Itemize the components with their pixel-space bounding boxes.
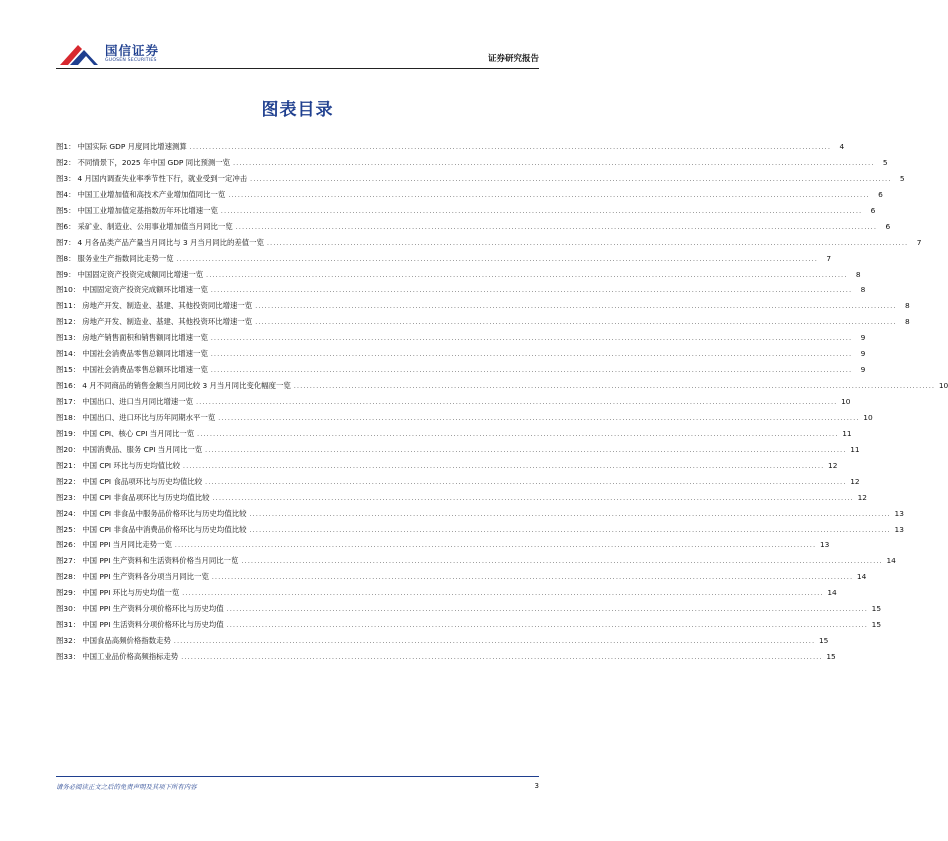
toc-entry[interactable] xyxy=(56,428,852,444)
toc-entry-page: 7 xyxy=(826,253,832,263)
figure-toc-list xyxy=(56,141,948,667)
toc-entry-page: 4 xyxy=(839,142,845,151)
toc-entry-page: 11 xyxy=(850,444,860,454)
toc-entry-number: 图16： xyxy=(56,381,81,391)
toc-entry-title: 房地产开发、制造业、基建、其他投资环比增速一览 xyxy=(82,317,253,327)
toc-entry-number: 图29： xyxy=(56,588,81,598)
toc-dot-leader: ........................................................................................................................................................................................................ xyxy=(235,223,878,231)
toc-entry-page: 14 xyxy=(827,588,837,598)
toc-entry-number: 图24： xyxy=(56,508,81,518)
toc-entry-number: 图31： xyxy=(56,620,81,630)
toc-entry-number: 图2： xyxy=(56,157,76,167)
toc-entry[interactable] xyxy=(56,316,910,332)
toc-entry-title: 中国工业增加值定基指数历年环比增速一览 xyxy=(77,205,218,215)
toc-entry-page: 15 xyxy=(826,652,836,661)
toc-entry[interactable] xyxy=(56,460,838,476)
page-title: 图表目录 xyxy=(261,100,334,120)
toc-entry-number: 图18： xyxy=(56,412,81,422)
toc-entry-page: 6 xyxy=(885,221,891,231)
toc-dot-leader: ........................................................................................................................................................................................................ xyxy=(205,446,847,454)
toc-entry[interactable] xyxy=(56,476,860,492)
toc-entry-page: 10 xyxy=(863,412,873,422)
logo-english-name: GUOSEN SECURITIES xyxy=(105,58,157,63)
toc-entry-page: 8 xyxy=(904,301,910,311)
toc-entry-title: 中国 PPI 生产资料各分项当月同比一览 xyxy=(82,572,209,582)
toc-entry[interactable] xyxy=(56,332,866,348)
toc-entry-page: 15 xyxy=(871,620,882,630)
toc-entry[interactable] xyxy=(56,173,905,189)
toc-entry[interactable] xyxy=(56,412,873,428)
toc-entry-page: 15 xyxy=(871,604,882,614)
toc-entry[interactable] xyxy=(56,555,896,571)
toc-entry-page: 8 xyxy=(860,285,866,295)
toc-entry-title: 中国出口、进口环比与历年同期水平一览 xyxy=(82,412,216,422)
toc-dot-leader: ........................................................................................................................................................................................................ xyxy=(176,255,819,263)
toc-entry-title: 中国工业增加值和高技术产业增加值同比一览 xyxy=(77,189,226,199)
toc-entry-page: 9 xyxy=(860,333,866,343)
toc-entry[interactable] xyxy=(56,253,832,269)
logo-chinese-name: 国信证券 xyxy=(105,43,160,58)
report-type-label: 证券研究报告 xyxy=(487,54,539,64)
toc-entry-title: 4 月国内调查失业率季节性下行，就业受到一定冲击 xyxy=(77,173,248,183)
toc-dot-leader: ........................................................................................................................................................................................................ xyxy=(249,510,891,518)
toc-dot-leader: ........................................................................................................................................................................................................ xyxy=(293,383,936,391)
header-divider xyxy=(56,68,539,69)
toc-entry-number: 图28： xyxy=(56,572,81,582)
toc-entry-title: 房地产开发、制造业、基建、其他投资同比增速一览 xyxy=(82,301,253,311)
toc-entry-title: 中国 PPI 环比与历史均值一览 xyxy=(82,588,180,598)
toc-entry-page: 13 xyxy=(894,524,904,534)
toc-dot-leader: ........................................................................................................................................................................................................ xyxy=(210,351,853,359)
toc-entry-page: 15 xyxy=(818,636,829,646)
toc-dot-leader: ........................................................................................................................................................................................................ xyxy=(189,144,832,151)
toc-entry-title: 中国消费品、服务 CPI 当月同比一览 xyxy=(82,444,203,454)
toc-entry-page: 5 xyxy=(899,173,905,183)
toc-entry-page: 12 xyxy=(850,476,860,486)
toc-entry-page: 5 xyxy=(882,157,888,167)
toc-entry-number: 图9： xyxy=(56,269,76,279)
toc-entry[interactable] xyxy=(56,300,910,316)
toc-entry-title: 4 月不同商品的销售金额当月同比较 3 月当月同比变化幅度一览 xyxy=(82,381,291,391)
toc-entry[interactable] xyxy=(56,587,837,603)
toc-entry-page: 12 xyxy=(828,460,838,470)
toc-entry-number: 图13： xyxy=(56,333,81,343)
toc-entry-title: 服务业生产指数同比走势一览 xyxy=(77,253,174,263)
toc-entry[interactable] xyxy=(56,221,891,237)
toc-entry-title: 采矿业、制造业、公用事业增加值当月同比一览 xyxy=(77,221,233,231)
toc-entry-page: 9 xyxy=(860,365,866,375)
toc-dot-leader: ........................................................................................................................................................................................................ xyxy=(210,335,853,343)
toc-entry-number: 图7： xyxy=(56,237,76,247)
toc-entry-title: 中国实际 GDP 月度同比增速测算 xyxy=(77,142,187,151)
toc-entry-title: 中国食品高频价格指数走势 xyxy=(82,636,171,646)
toc-entry-number: 图12： xyxy=(56,317,81,327)
toc-entry-page: 12 xyxy=(857,492,867,502)
toc-entry[interactable] xyxy=(56,237,922,253)
toc-entry[interactable] xyxy=(56,380,948,396)
toc-entry-number: 图32： xyxy=(56,636,81,646)
toc-entry-page: 9 xyxy=(860,349,866,359)
toc-dot-leader: ........................................................................................................................................................................................................ xyxy=(233,159,875,167)
toc-entry-number: 图11： xyxy=(56,301,81,311)
toc-entry-title: 中国 PPI 当月同比走势一览 xyxy=(82,540,172,550)
toc-entry-number: 图21： xyxy=(56,460,81,470)
toc-dot-leader: ........................................................................................................................................................................................................ xyxy=(206,271,848,279)
toc-entry-title: 中国固定资产投资完成额同比增速一览 xyxy=(77,269,204,279)
toc-entry-number: 图1： xyxy=(56,142,76,151)
toc-entry[interactable] xyxy=(56,141,845,157)
toc-entry-title: 中国 CPI 非食品项环比与历史均值比较 xyxy=(82,492,210,502)
guosen-logo xyxy=(56,40,216,70)
toc-dot-leader: ........................................................................................................................................................................................................ xyxy=(266,239,909,247)
toc-dot-leader: ........................................................................................................................................................................................................ xyxy=(226,606,869,614)
toc-entry-page: 8 xyxy=(855,269,861,279)
toc-entry[interactable] xyxy=(56,571,867,587)
toc-dot-leader: ........................................................................................................................................................................................................ xyxy=(220,207,863,215)
toc-entry[interactable] xyxy=(56,492,867,508)
toc-entry-number: 图10： xyxy=(56,285,81,295)
page-header xyxy=(56,40,539,70)
toc-dot-leader: ........................................................................................................................................................................................................ xyxy=(174,542,817,550)
toc-entry-title: 中国社会消费品零售总额环比增速一览 xyxy=(82,365,208,375)
toc-entry-number: 图4： xyxy=(56,189,76,199)
toc-dot-leader: ........................................................................................................................................................................................................ xyxy=(211,574,854,582)
toc-entry-number: 图8： xyxy=(56,253,76,263)
toc-entry[interactable] xyxy=(56,157,888,173)
toc-entry-number: 图23： xyxy=(56,492,81,502)
toc-entry[interactable] xyxy=(56,603,882,619)
toc-entry[interactable] xyxy=(56,524,904,540)
toc-entry-number: 图17： xyxy=(56,397,81,406)
toc-entry-title: 中国 CPI 非食品中消费品价格环比与历史均值比较 xyxy=(82,524,247,534)
toc-dot-leader: ........................................................................................................................................................................................................ xyxy=(228,191,870,199)
toc-entry-number: 图22： xyxy=(56,476,81,486)
toc-entry-title: 4 月各品类产品产量当月同比与 3 月当月同比的差值一览 xyxy=(77,237,264,247)
toc-entry[interactable] xyxy=(56,364,866,380)
toc-dot-leader: ........................................................................................................................................................................................................ xyxy=(210,287,853,295)
toc-entry-page: 14 xyxy=(886,556,896,566)
toc-entry[interactable] xyxy=(56,396,851,412)
toc-entry-page: 13 xyxy=(819,540,830,550)
toc-entry-number: 图20： xyxy=(56,444,81,454)
toc-dot-leader: ........................................................................................................................................................................................................ xyxy=(255,303,897,311)
toc-dot-leader: ........................................................................................................................................................................................................ xyxy=(210,367,853,375)
toc-entry-title: 中国 CPI 环比与历史均值比较 xyxy=(82,460,180,470)
toc-entry-number: 图25： xyxy=(56,524,81,534)
toc-dot-leader: ........................................................................................................................................................................................................ xyxy=(181,654,823,661)
toc-entry-number: 图15： xyxy=(56,365,81,375)
toc-entry[interactable] xyxy=(56,508,904,524)
toc-entry-title: 中国固定资产投资完成额环比增速一览 xyxy=(82,285,208,295)
page-number: 3 xyxy=(534,782,539,790)
toc-entry[interactable] xyxy=(56,205,876,221)
toc-dot-leader: ........................................................................................................................................................................................................ xyxy=(226,622,869,630)
toc-entry-title: 房地产销售面积和销售额同比增速一览 xyxy=(82,333,208,343)
toc-dot-leader: ........................................................................................................................................................................................................ xyxy=(212,494,854,502)
toc-entry-page: 6 xyxy=(870,205,876,215)
toc-entry-page: 11 xyxy=(842,428,852,438)
toc-entry-number: 图30： xyxy=(56,604,81,614)
toc-entry-number: 图33： xyxy=(56,652,81,661)
toc-entry[interactable] xyxy=(56,348,866,364)
toc-entry-title: 中国 PPI 生产资料分项价格环比与历史均值 xyxy=(82,604,224,614)
toc-dot-leader: ........................................................................................................................................................................................................ xyxy=(255,319,897,327)
guosen-logo-icon xyxy=(56,41,100,69)
toc-dot-leader: ........................................................................................................................................................................................................ xyxy=(196,399,838,406)
toc-entry-page: 10 xyxy=(841,397,851,406)
toc-entry-number: 图14： xyxy=(56,349,81,359)
toc-entry-title: 中国社会消费品零售总额同比增速一览 xyxy=(82,349,208,359)
toc-dot-leader: ........................................................................................................................................................................................................ xyxy=(250,175,892,183)
toc-entry-title: 中国 CPI、核心 CPI 当月同比一览 xyxy=(82,428,195,438)
toc-entry-title: 不同情景下，2025 年中国 GDP 同比预测一览 xyxy=(77,157,231,167)
toc-entry[interactable] xyxy=(56,189,883,205)
footer-divider xyxy=(56,776,539,777)
toc-entry-page: 13 xyxy=(894,508,904,518)
toc-entry-title: 中国 PPI 生产资料和生活资料价格当月同比一览 xyxy=(82,556,239,566)
toc-dot-leader: ........................................................................................................................................................................................................ xyxy=(182,590,824,598)
toc-entry[interactable] xyxy=(56,284,866,300)
toc-entry-title: 中国 CPI 食品项环比与历史均值比较 xyxy=(82,476,203,486)
toc-entry-title: 中国 PPI 生活资料分项价格环比与历史均值 xyxy=(82,620,224,630)
toc-entry-page: 10 xyxy=(938,381,948,391)
toc-entry-title: 中国出口、进口当月同比增速一览 xyxy=(82,397,194,406)
footer-disclaimer: 请务必阅读正文之后的免责声明及其项下所有内容 xyxy=(56,783,197,791)
toc-entry-title: 中国 CPI 非食品中服务品价格环比与历史均值比较 xyxy=(82,508,247,518)
toc-entry-number: 图27： xyxy=(56,556,81,566)
toc-entry-page: 8 xyxy=(904,317,910,327)
toc-entry-number: 图5： xyxy=(56,205,76,215)
toc-dot-leader: ........................................................................................................................................................................................................ xyxy=(173,638,816,646)
toc-entry-number: 图19： xyxy=(56,428,81,438)
toc-entry[interactable] xyxy=(56,444,860,460)
toc-entry[interactable] xyxy=(56,651,836,667)
toc-entry[interactable] xyxy=(56,539,830,555)
toc-dot-leader: ........................................................................................................................................................................................................ xyxy=(182,462,825,470)
toc-dot-leader: ........................................................................................................................................................................................................ xyxy=(197,430,839,438)
toc-entry-title: 中国工业品价格高频指标走势 xyxy=(82,652,179,661)
toc-dot-leader: ........................................................................................................................................................................................................ xyxy=(218,414,860,422)
toc-entry-page: 7 xyxy=(916,237,922,247)
toc-entry-number: 图26： xyxy=(56,540,81,550)
toc-entry-page: 14 xyxy=(856,572,867,582)
toc-entry-number: 图6： xyxy=(56,221,76,231)
toc-dot-leader: ........................................................................................................................................................................................................ xyxy=(205,478,847,486)
toc-dot-leader: ........................................................................................................................................................................................................ xyxy=(241,558,883,566)
toc-entry-page: 6 xyxy=(878,189,883,199)
toc-entry[interactable] xyxy=(56,269,861,285)
toc-entry[interactable] xyxy=(56,635,829,651)
toc-entry-number: 图3： xyxy=(56,173,76,183)
toc-dot-leader: ........................................................................................................................................................................................................ xyxy=(249,526,891,534)
toc-entry[interactable] xyxy=(56,619,882,635)
